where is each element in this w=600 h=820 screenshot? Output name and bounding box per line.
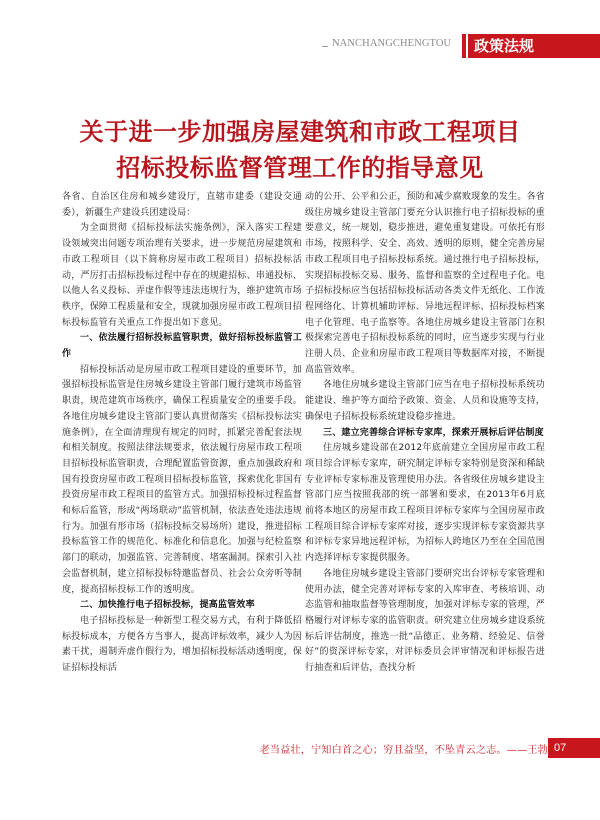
section-tag: 政策法规 <box>468 34 600 58</box>
right-column <box>305 190 545 750</box>
article-title-line-1: 关于进一步加强房屋建筑和市政工程项目 <box>79 117 521 146</box>
section-1-paragraph: 招标投标活动是房屋市政工程项目建设的重要环节，加强招标投标监管是住房城乡建设主管部门履行建筑市场监管职责，规范建筑市场秩序，确保工程质量安全的重要手段。各地住房城乡建设主管部门要认真贯彻落实《招标投标法实施条例》，在全面清理现有规定的同时，抓紧完善配套法规和相关制度。按照法律法规要求，依法履行房屋市政工程项目招标投标监管职责，合理配置监管资源，重点加强政府和国有投资房屋市政工程项目招标投标监管，探索优化非国有投资房屋市政工程项目的监管方式。加强招标投标过程监督和标后监管，形成“两场联动”监管机制，依法查处违法违规行为。加强有形市场（招标投标交易场所）建设，推进招标投标监管工作的规范化、标准化和信息化。加强与纪检监察部门的联动，加强监管、完善制度、堵塞漏洞。探索引入社会监督机制，建立招标投标特邀监督员、社会公众旁听等制度，提高招标投标工作的透明度。 <box>62 364 302 595</box>
section-3-paragraph-2: 各地住房城乡建设主管部门要研究出台评标专家管理和使用办法，健全完善对评标专家的入库审查、考核培训、动态监管和抽取监督等管理制度，加强对评标专家的管理，严格履行对评标专家的监管职责。研究建立住房城乡建设系统标后评估制度，推选一批“品德正、业务精、经验足、信誉好”的资深评标专家，对评标委员会评审情况和评标报告进行抽查和后评估，查找分析 <box>305 568 545 674</box>
section-heading-2: 二、加快推行电子招标投标，提高监管效率 <box>80 600 255 611</box>
footer-quote: 老当益壮，宁知白首之心；穷且益坚，不坠青云之志。——王勃 <box>259 745 548 756</box>
section-heading-3: 三、建立完善综合评标专家库，探索开展标后评估制度 <box>323 427 544 438</box>
section-3-paragraph-1: 住房城乡建设部在2012年底前建立全国房屋市政工程项目综合评标专家库，研究制定评标专家特别是资深和稀缺专业评标专家标准及管理使用办法。各省级住房城乡建设主管部门应当按照我部的统一部署和要求，在2013年6月底前将本地区的房屋市政工程项目评标专家库与全国房屋市政工程项目综合评标专家库对接，逐步实现评标专家资源共享和评标专家异地远程评标，为招标人跨地区乃至在全国范围内选择评标专家提供服务。 <box>305 443 545 564</box>
salutation: 各省、自治区住房和城乡建设厅，直辖市建委（建设交通委），新疆生产建设兵团建设局： <box>62 192 302 218</box>
section-heading-1: 一、依法履行招标投标监管职责，做好招标投标监管工作 <box>62 333 302 360</box>
magazine-name: NANCHANGCHENGTOU <box>332 38 452 49</box>
masthead-separator <box>462 34 466 58</box>
left-column <box>62 190 302 750</box>
intro-paragraph: 为全面贯彻《招标投标法实施条例》，深入落实工程建设领域突出问题专项治理有关要求，进一步规范房屋建筑和市政工程项目（以下简称房屋市政工程项目）招标投标活动，严厉打击招标投标过程中存在的规避招标、串通投标、以他人名义投标、弄虚作假等违法违规行为，维护建筑市场秩序，保障工程质量和安全，现就加强房屋市政工程项目招标投标监管有关重点工作提出如下意见。 <box>62 223 302 328</box>
section-2-paragraph-2: 各地住房城乡建设主管部门应当在电子招标投标系统功能建设、维护等方面给予政策、资金、人员和设施等支持，确保电子招标投标系统建设稳步推进。 <box>305 380 545 422</box>
masthead-rule <box>322 46 328 47</box>
page-footer <box>0 738 600 760</box>
section-2-continued: 动的公开、公平和公正，预防和减少腐败现象的发生。各省级住房城乡建设主管部门要充分认识推行电子招标投标的重要意义，统一规划，稳步推进，避免重复建设。可依托有形市场，按照科学、安全、高效、透明的原则，健全完善房屋市政工程项目电子招标投标系统。通过推行电子招标投标，实现招标投标交易、服务、监督和监察的全过程电子化。电子招标投标应当包括招标投标活动各类文件无纸化、工作流程网络化、计算机辅助评标、异地远程评标、招标投标档案电子化管理、电子监察等。各地住房城乡建设主管部门在积极探索完善电子招标投标系统的同时，应当逐步实现与行业注册人员、企业和房屋市政工程项目等数据库对接，不断提高监管效率。 <box>305 192 545 375</box>
masthead <box>322 34 600 60</box>
page-number: 07 <box>548 738 600 758</box>
article-title-line-2: 招标投标监督管理工作的指导意见 <box>116 153 484 182</box>
section-2-paragraph: 电子招标投标是一种新型工程交易方式，有利于降低招标投标成本，方便各方当事人，提高评标效率，减少人为因素干扰，遏制弄虚作假行为，增加招标投标活动透明度，保证招标投标活 <box>62 615 302 674</box>
